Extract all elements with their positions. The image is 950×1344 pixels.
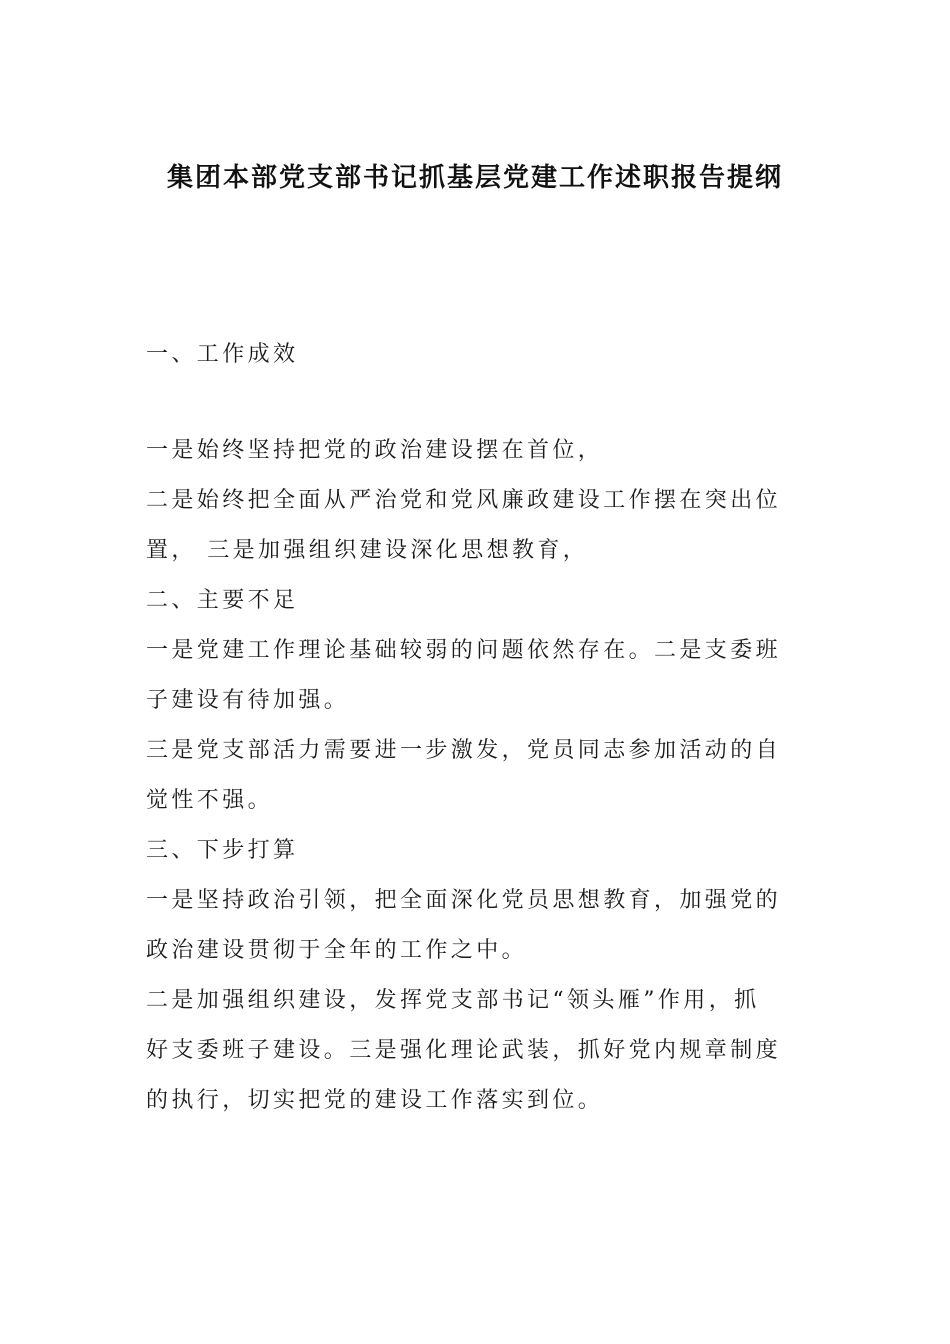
text-line: 二是加强组织建设，发挥党支部书记“领头雁”作用，抓: [146, 988, 760, 1013]
text-line: 子建设有待加强。: [146, 688, 350, 713]
text-line: 一是坚持政治引领，把全面深化党员思想教育，加强党的: [146, 888, 782, 913]
text-line: 二是始终把全面从严治党和党风廉政建设工作摆在突出位: [146, 488, 782, 513]
text-line: 三、下步打算: [146, 838, 299, 863]
document-title: 集团本部党支部书记抓基层党建工作述职报告提纲: [166, 163, 783, 193]
text-line: 二、主要不足: [146, 588, 299, 613]
paragraph-party-discipline: [146, 476, 810, 576]
paragraph-political-guidance: [146, 876, 810, 976]
text-line: 一是党建工作理论基础较弱的问题依然存在。二是支委班: [146, 638, 782, 663]
paragraph-theory-foundation: [146, 626, 810, 726]
paragraph-branch-vitality: [146, 726, 810, 826]
text-line: 好支委班子建设。三是强化理论武装，抓好党内规章制度: [146, 1038, 782, 1063]
paragraph-political-construction: [146, 426, 810, 476]
section-heading-shortcomings: [146, 576, 810, 626]
text-line: 置， 三是加强组织建设深化思想教育，: [146, 538, 589, 563]
text-line: 一、工作成效: [146, 342, 299, 367]
text-line: 觉性不强。: [146, 788, 274, 813]
paragraph-organization-building: [146, 976, 810, 1126]
text-line: 一是始终坚持把党的政治建设摆在首位，: [146, 438, 604, 463]
text-line: 政治建设贯彻于全年的工作之中。: [146, 938, 528, 963]
text-line: 三是党支部活力需要进一步激发，党员同志参加活动的自: [146, 738, 782, 763]
text-line: 的执行，切实把党的建设工作落实到位。: [146, 1088, 604, 1113]
section-heading-achievements: [146, 330, 810, 380]
section-heading-next-steps: [146, 826, 810, 876]
